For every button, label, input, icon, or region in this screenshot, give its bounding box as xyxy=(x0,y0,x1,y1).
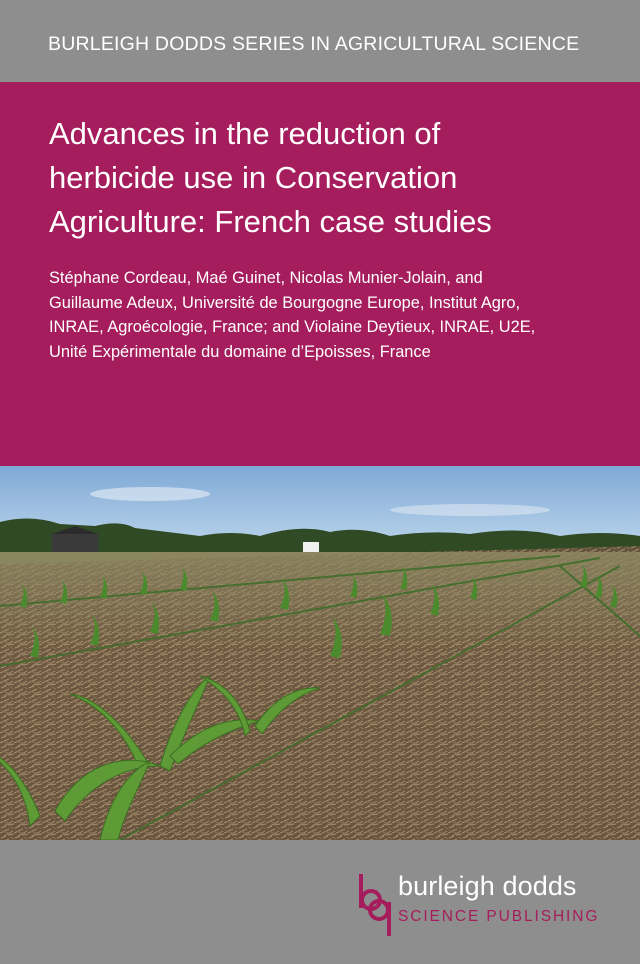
publisher-name: burleigh dodds xyxy=(398,871,577,901)
series-header xyxy=(0,0,640,82)
series-label: BURLEIGH DODDS SERIES IN AGRICULTURAL SCIENCE xyxy=(48,33,580,55)
authors-line-3: INRAE, Agroécologie, France; and Violaine Deytieux, INRAE, U2E, xyxy=(49,318,536,336)
authors-affiliations xyxy=(49,266,619,364)
authors-line-4: Unité Expérimentale du domaine d’Epoisses, France xyxy=(49,342,431,361)
cover-photo-cornfield xyxy=(0,466,640,840)
title-line-1: Advances in the reduction of xyxy=(49,116,441,151)
title-line-2: herbicide use in Conservation xyxy=(49,160,458,195)
authors-line-2: Guillaume Adeux, Université de Bourgogne Europe, Institut Agro, xyxy=(49,293,521,312)
publisher-subline: SCIENCE PUBLISHING xyxy=(398,908,600,925)
title-panel xyxy=(0,82,640,466)
book-title xyxy=(49,112,609,244)
title-line-3: Agriculture: French case studies xyxy=(49,204,492,239)
authors-line-1: Stéphane Cordeau, Maé Guinet, Nicolas Munier-Jolain, and xyxy=(49,269,483,287)
bd-monogram-icon xyxy=(358,874,392,936)
publisher-footer xyxy=(0,840,640,964)
